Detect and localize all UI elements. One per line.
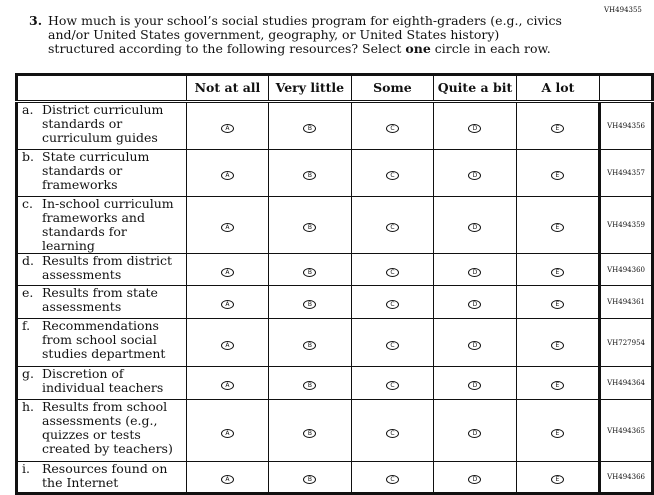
option-cell (516, 197, 599, 254)
response-bubble-a[interactable]: A (221, 429, 234, 438)
col-very-little: Very little (269, 75, 352, 102)
response-bubble-a[interactable]: A (221, 124, 234, 133)
option-cell (434, 319, 517, 367)
response-bubble-c[interactable]: C (386, 223, 399, 232)
response-bubble-a[interactable]: A (221, 223, 234, 232)
response-bubble-c[interactable]: C (386, 171, 399, 180)
response-bubble-b[interactable]: B (303, 475, 316, 484)
question (29, 14, 569, 56)
row-label: e. Results from state assessments (17, 286, 187, 319)
option-cell (351, 254, 434, 286)
form-code: VH494355 (604, 6, 642, 14)
option-cell (351, 367, 434, 400)
row-label: a. District curriculum standards or curriculum guides (17, 102, 187, 150)
response-bubble-d[interactable]: D (468, 429, 481, 438)
header-row (17, 75, 653, 102)
question-number: 3. (29, 13, 43, 28)
row-code: VH727954 (600, 319, 653, 367)
option-cell (434, 254, 517, 286)
row-code: VH494356 (600, 102, 653, 150)
response-bubble-e[interactable]: E (551, 429, 564, 438)
response-bubble-b[interactable]: B (303, 429, 316, 438)
response-bubble-a[interactable]: A (221, 268, 234, 277)
row-code: VH494365 (600, 400, 653, 462)
row-label: h. Results from school assessments (e.g., quizzes or tests created by teachers) (17, 400, 187, 462)
option-cell (186, 319, 268, 367)
table-row (17, 254, 653, 286)
option-cell (269, 319, 352, 367)
response-bubble-e[interactable]: E (551, 300, 564, 309)
option-cell (351, 286, 434, 319)
option-cell (516, 102, 599, 150)
option-cell (434, 400, 517, 462)
response-bubble-e[interactable]: E (551, 124, 564, 133)
row-label: g. Discretion of individual teachers (17, 367, 187, 400)
option-cell (186, 197, 268, 254)
option-cell (516, 254, 599, 286)
row-label: i. Resources found on the Internet (17, 462, 187, 494)
col-a-lot: A lot (516, 75, 599, 102)
response-bubble-b[interactable]: B (303, 341, 316, 350)
row-code: VH494364 (600, 367, 653, 400)
response-bubble-b[interactable]: B (303, 300, 316, 309)
header-blank (17, 75, 187, 102)
response-bubble-d[interactable]: D (468, 124, 481, 133)
table-row (17, 319, 653, 367)
response-bubble-d[interactable]: D (468, 268, 481, 277)
response-bubble-b[interactable]: B (303, 171, 316, 180)
option-cell (434, 367, 517, 400)
option-cell (351, 150, 434, 197)
response-bubble-b[interactable]: B (303, 268, 316, 277)
option-cell (186, 102, 268, 150)
col-some: Some (351, 75, 434, 102)
response-bubble-c[interactable]: C (386, 429, 399, 438)
row-code: VH494361 (600, 286, 653, 319)
response-bubble-c[interactable]: C (386, 341, 399, 350)
option-cell (186, 400, 268, 462)
option-cell (269, 367, 352, 400)
response-bubble-c[interactable]: C (386, 268, 399, 277)
response-bubble-e[interactable]: E (551, 268, 564, 277)
response-bubble-c[interactable]: C (386, 381, 399, 390)
table-row (17, 197, 653, 254)
row-code: VH494360 (600, 254, 653, 286)
response-bubble-d[interactable]: D (468, 475, 481, 484)
row-code: VH494357 (600, 150, 653, 197)
response-bubble-e[interactable]: E (551, 171, 564, 180)
option-cell (516, 150, 599, 197)
option-cell (516, 400, 599, 462)
row-label: d. Results from district assessments (17, 254, 187, 286)
response-bubble-b[interactable]: B (303, 223, 316, 232)
option-cell (269, 286, 352, 319)
option-cell (269, 400, 352, 462)
response-bubble-c[interactable]: C (386, 124, 399, 133)
option-cell (516, 367, 599, 400)
response-grid (15, 73, 654, 495)
response-bubble-e[interactable]: E (551, 223, 564, 232)
option-cell (351, 102, 434, 150)
response-bubble-e[interactable]: E (551, 475, 564, 484)
option-cell (516, 319, 599, 367)
table-row (17, 150, 653, 197)
option-cell (434, 102, 517, 150)
response-bubble-d[interactable]: D (468, 300, 481, 309)
option-cell (351, 197, 434, 254)
option-cell (269, 254, 352, 286)
response-bubble-d[interactable]: D (468, 381, 481, 390)
header-code (600, 75, 653, 102)
option-cell (434, 197, 517, 254)
col-not-at-all: Not at all (186, 75, 268, 102)
option-cell (269, 197, 352, 254)
response-bubble-c[interactable]: C (386, 475, 399, 484)
response-bubble-d[interactable]: D (468, 341, 481, 350)
row-code: VH494359 (600, 197, 653, 254)
table-row (17, 367, 653, 400)
response-bubble-b[interactable]: B (303, 381, 316, 390)
response-bubble-d[interactable]: D (468, 223, 481, 232)
question-text: How much is your school’s social studies program for eighth-graders (e.g., civics and/or United States government, geography, or United States history) structured according to the following resources? Select one circle in each row. (48, 13, 562, 56)
response-bubble-a[interactable]: A (221, 475, 234, 484)
row-label: c. In-school curriculum frameworks and standards for learning (17, 197, 187, 254)
response-bubble-c[interactable]: C (386, 300, 399, 309)
response-bubble-a[interactable]: A (221, 300, 234, 309)
table-row (17, 286, 653, 319)
response-bubble-b[interactable]: B (303, 124, 316, 133)
row-code: VH494366 (600, 462, 653, 494)
option-cell (351, 319, 434, 367)
row-label: b. State curriculum standards or frameworks (17, 150, 187, 197)
option-cell (269, 150, 352, 197)
response-bubble-a[interactable]: A (221, 381, 234, 390)
response-bubble-e[interactable]: E (551, 341, 564, 350)
option-cell (434, 150, 517, 197)
response-bubble-d[interactable]: D (468, 171, 481, 180)
option-cell (186, 286, 268, 319)
option-cell (186, 254, 268, 286)
option-cell (434, 286, 517, 319)
table-row (17, 400, 653, 462)
option-cell (186, 367, 268, 400)
option-cell (269, 102, 352, 150)
option-cell (516, 286, 599, 319)
response-bubble-e[interactable]: E (551, 381, 564, 390)
response-bubble-a[interactable]: A (221, 171, 234, 180)
col-quite-a-bit: Quite a bit (434, 75, 517, 102)
table-row (17, 102, 653, 150)
option-cell (351, 400, 434, 462)
response-bubble-a[interactable]: A (221, 341, 234, 350)
option-cell (186, 150, 268, 197)
row-label: f. Recommendations from school social studies department (17, 319, 187, 367)
